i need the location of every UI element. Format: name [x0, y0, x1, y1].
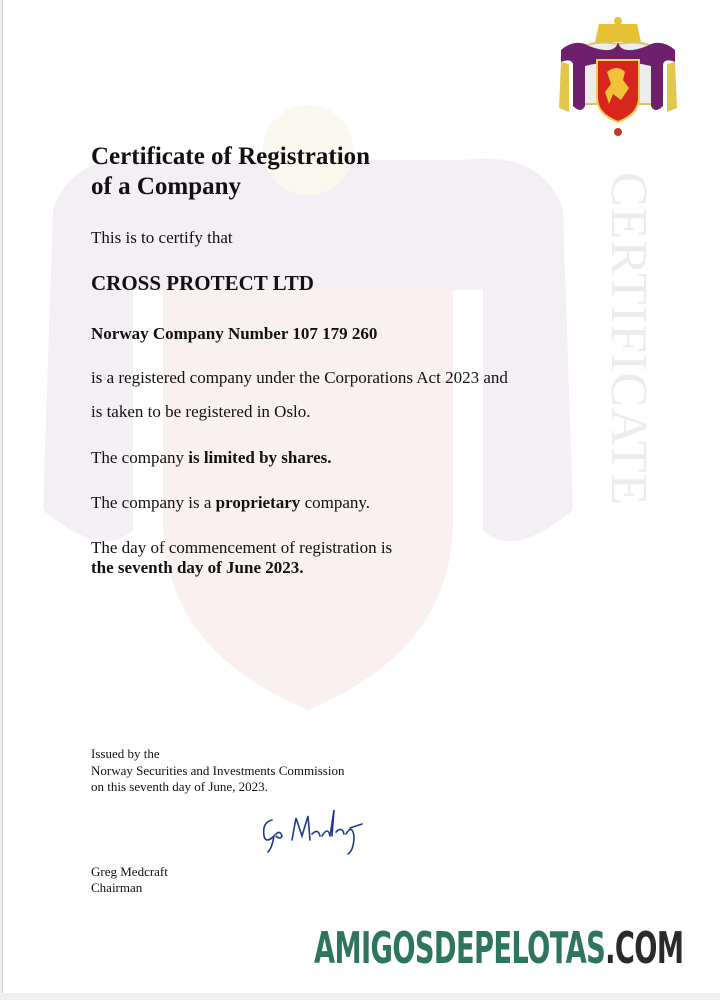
norway-coat-of-arms-icon: [555, 16, 681, 144]
limited-prefix: The company: [91, 448, 189, 467]
signatory-name: Greg Medcraft: [91, 864, 168, 879]
type-prefix: The company is a: [91, 493, 216, 512]
registered-line-2: is taken to be registered in Oslo.: [91, 402, 311, 421]
intro-text: This is to certify that: [91, 228, 233, 247]
brand-tld: .COM: [605, 923, 684, 974]
signature-icon: [258, 806, 368, 856]
title-line-1: Certificate of Registration: [91, 143, 371, 170]
company-name: CROSS PROTECT LTD: [91, 271, 314, 295]
signatory-title: Chairman: [91, 880, 143, 895]
company-number: Norway Company Number 107 179 260: [91, 324, 378, 343]
commencement-date: the seventh day of June 2023.: [91, 558, 304, 577]
limited-bold: is limited by shares.: [188, 448, 332, 467]
certificate-page: [2, 0, 720, 993]
limited-by-shares-statement: [91, 448, 332, 468]
issuer-line-2: Norway Securities and Investments Commission: [91, 763, 345, 778]
type-bold: proprietary: [215, 493, 301, 512]
title-line-2: of a Company: [91, 173, 242, 200]
commencement-line: The day of commencement of registration is: [91, 538, 393, 557]
certificate-title: [91, 142, 370, 202]
issuer-line-1: Issued by the: [91, 746, 160, 761]
registered-line-1: is a registered company under the Corporations Act 2023 and: [91, 368, 508, 387]
site-watermark-brand: [314, 923, 683, 975]
certificate-watermark-text: CERTIFICATE: [600, 172, 657, 507]
type-suffix: company.: [300, 493, 371, 512]
company-type-statement: [91, 493, 370, 513]
issuer-line-3: on this seventh day of June, 2023.: [91, 779, 268, 794]
brand-name: AMIGOSDEPELOTAS: [314, 923, 606, 974]
